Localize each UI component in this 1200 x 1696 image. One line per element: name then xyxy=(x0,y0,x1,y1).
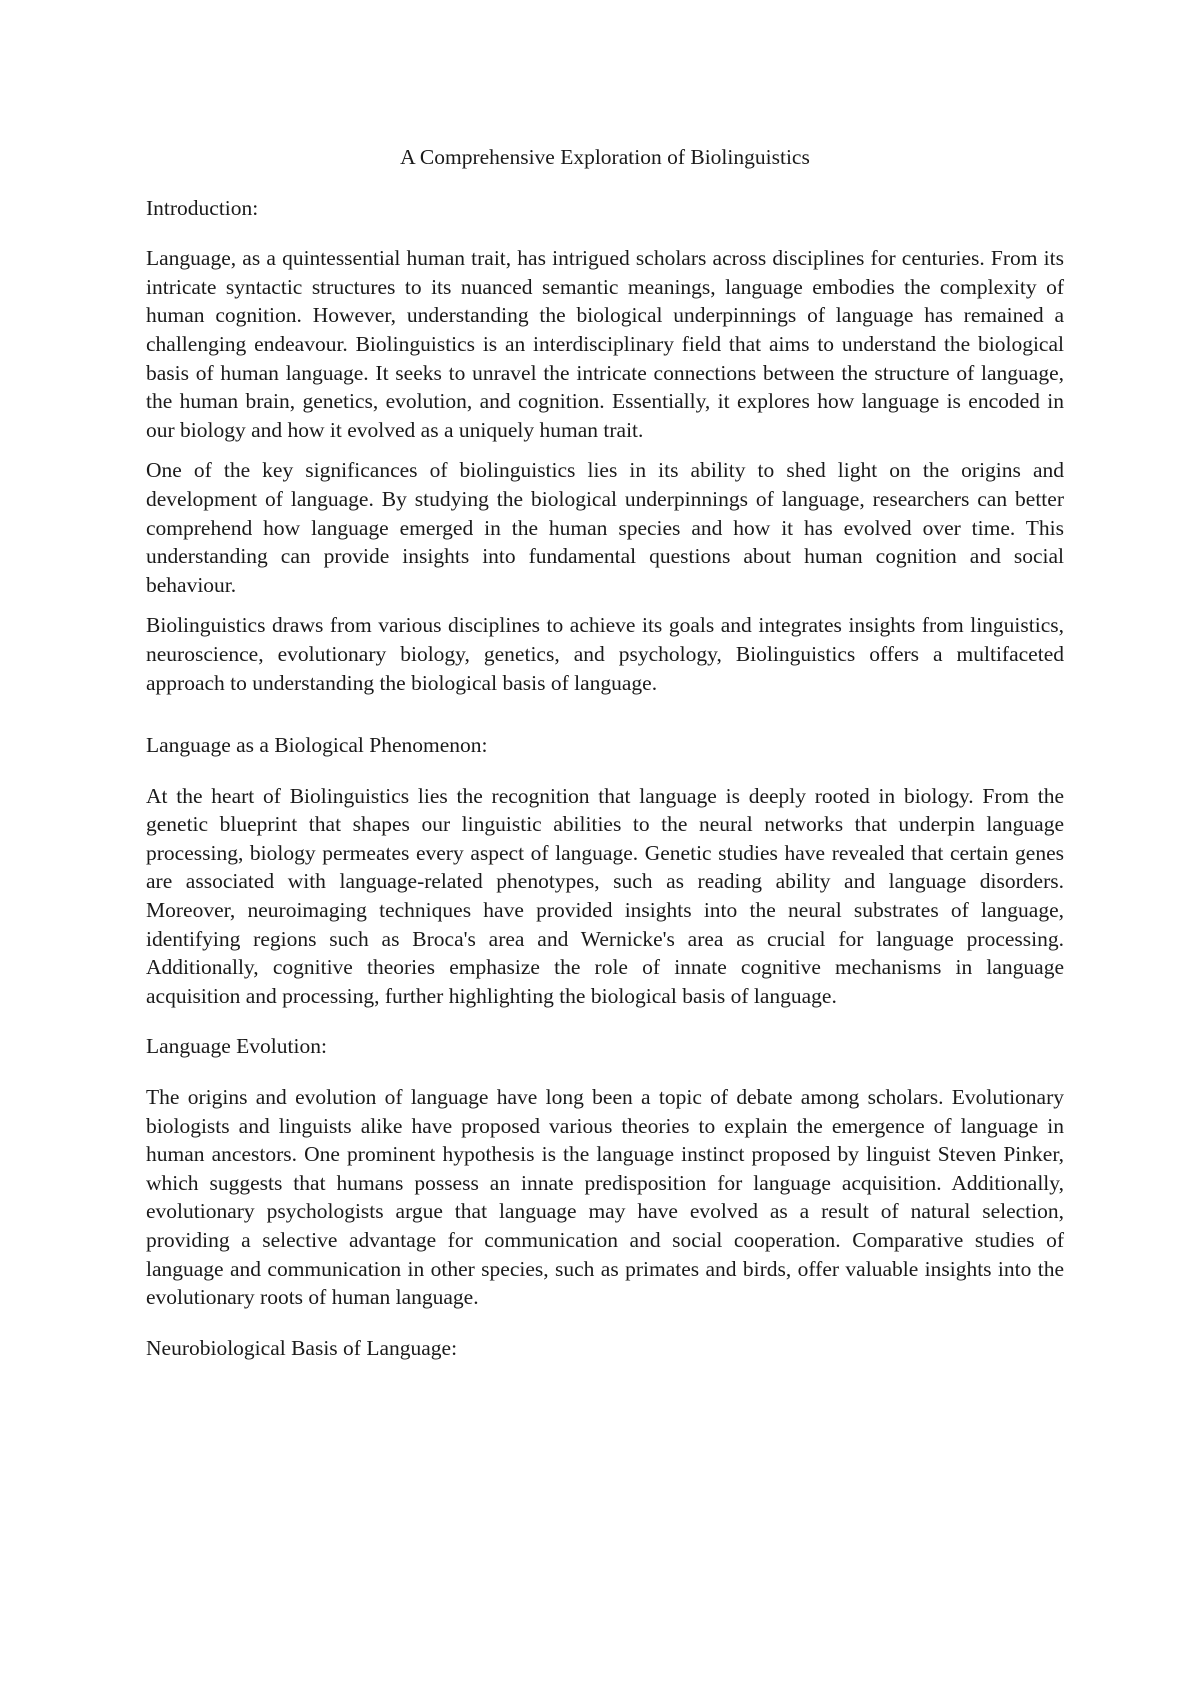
paragraph: Language, as a quintessential human trait, has intrigued scholars across disciplines for centuries. From its intricate syntactic structures to its nuanced semantic meanings, language embodies the complexity of human cognition. However, understanding the biological underpinnings of language has remained a challenging endeavour. Biolinguistics is an interdisciplinary field that aims to understand the biological basis of human language. It seeks to unravel the intricate connections between the structure of language, the human brain, genetics, evolution, and cognition. Essentially, it explores how language is encoded in our biology and how it evolved as a uniquely human trait. xyxy=(146,246,1064,442)
paragraph: Biolinguistics draws from various disciplines to achieve its goals and integrates insights from linguistics, neuroscience, evolutionary biology, genetics, and psychology, Biolinguistics offers a multifaceted approach to understanding the biological basis of language. xyxy=(146,613,1064,695)
section-neurobiological-basis xyxy=(146,1334,1064,1363)
section-heading: Language Evolution: xyxy=(146,1034,327,1059)
document-title: A Comprehensive Exploration of Biolinguistics xyxy=(400,145,810,169)
section-heading: Language as a Biological Phenomenon: xyxy=(146,733,488,758)
paragraph: At the heart of Biolinguistics lies the recognition that language is deeply rooted in biology. From the genetic blueprint that shapes our linguistic abilities to the neural networks that underpin language processing, biology permeates every aspect of language. Genetic studies have revealed that certain genes are associated with language-related phenotypes, such as reading ability and language disorders. Moreover, neuroimaging techniques have provided insights into the neural substrates of language, identifying regions such as Broca's area and Wernicke's area as crucial for language processing. Additionally, cognitive theories emphasize the role of innate cognitive mechanisms in language acquisition and processing, further highlighting the biological basis of language. xyxy=(146,783,1064,1008)
paragraph: The origins and evolution of language have long been a topic of debate among scholars. Evolutionary biologists and linguists alike have proposed various theories to explain the emergence of language in human ancestors. One prominent hypothesis is the language instinct proposed by linguist Steven Pinker, which suggests that humans possess an innate predisposition for language acquisition. Additionally, evolutionary psychologists argue that language may have evolved as a result of natural selection, providing a selective advantage for communication and social cooperation. Comparative studies of language and communication in other species, such as primates and birds, offer valuable insights into the evolutionary roots of human language. xyxy=(146,1085,1064,1310)
section-introduction xyxy=(146,194,1064,698)
document-body xyxy=(146,143,1064,1384)
section-heading: Introduction: xyxy=(146,195,259,220)
section-heading: Neurobiological Basis of Language: xyxy=(146,1335,458,1360)
section-language-evolution xyxy=(146,1032,1064,1311)
paragraph: One of the key significances of biolinguistics lies in its ability to shed light on the origins and development of language. By studying the biological underpinnings of language, researchers can better comprehend how language emerged in the human species and how it has evolved over time. This understanding can provide insights into fundamental questions about human cognition and social behaviour. xyxy=(146,458,1064,597)
section-biological-phenomenon xyxy=(146,731,1064,1010)
